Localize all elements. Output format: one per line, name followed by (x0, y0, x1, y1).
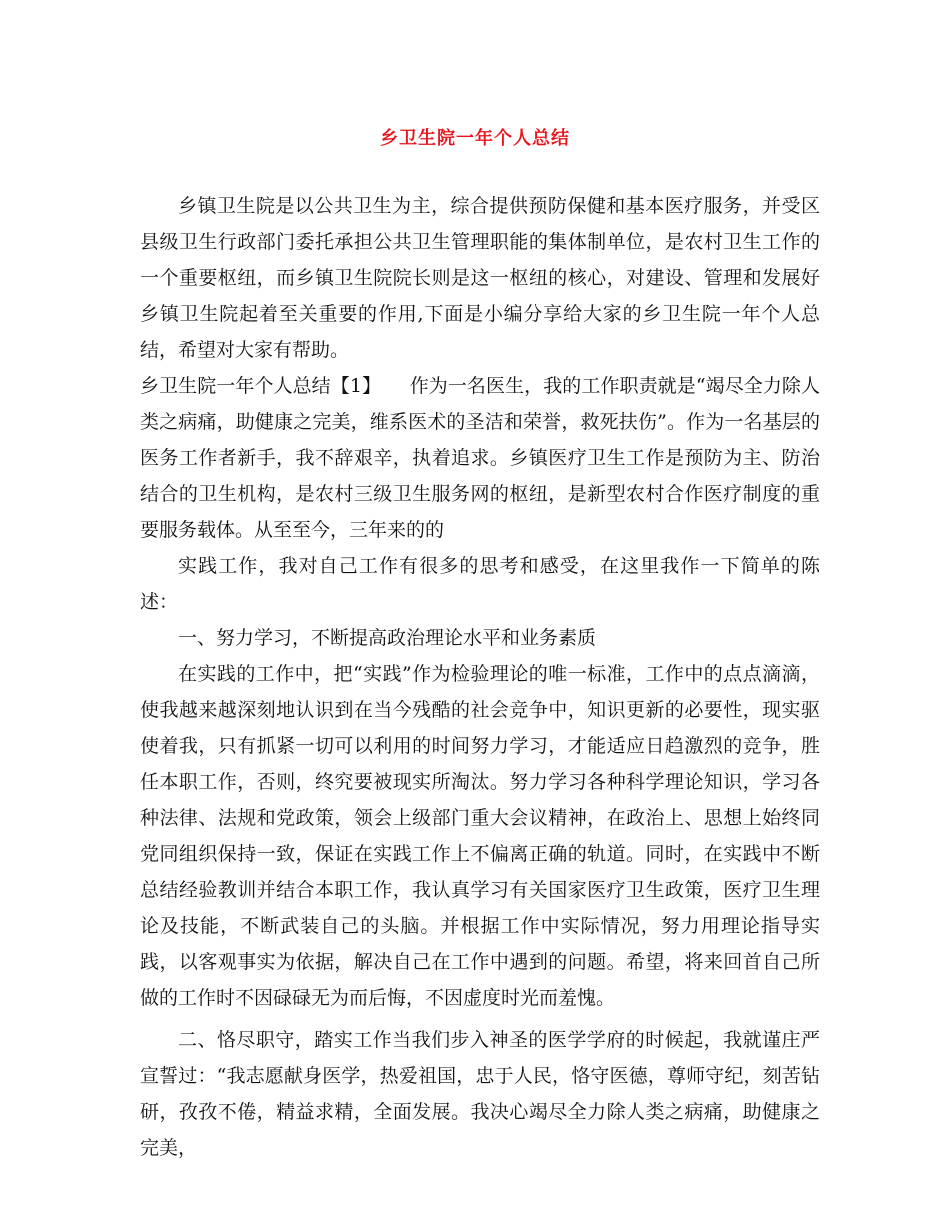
document-body (140, 188, 820, 1166)
paragraph-study: 在实践的工作中，把“实践”作为检验理论的唯一标准，工作中的点点滴滴，使我越来越深刻地认识到在当今残酷的社会竞争中，知识更新的必要性，现实驱使着我，只有抓紧一切可以利用的时间努力学习，才能适应日趋激烈的竞争，胜任本职工作，否则，终究要被现实所淘汰。努力学习各种科学理论知识，学习各种法律、法规和党政策，领会上级部门重大会议精神，在政治上、思想上始终同党同组织保持一致，保证在实践工作上不偏离正确的轨道。同时，在实践中不断总结经验教训并结合本职工作，我认真学习有关国家医疗卫生政策，医疗卫生理论及技能，不断武装自己的头脑。并根据工作中实际情况，努力用理论指导实践，以客观事实为依据，解决自己在工作中遇到的问题。希望，将来回首自己所做的工作时不因碌碌无为而后悔，不因虚度时光而羞愧。 (140, 663, 820, 1009)
section-heading-2: 二、恪尽职守，踏实工作当我们步入神圣的医学学府的时候起，我就谨庄严宣誓过：“我志愿献身医学，热爱祖国，忠于人民，恪守医德，尊师守纪，刻苦钻研，孜孜不倦，精益求精，全面发展。我决心竭尽全力除人类之病痛，助健康之完美， (140, 1029, 820, 1159)
paragraph-intro: 乡镇卫生院是以公共卫生为主，综合提供预防保健和基本医疗服务，并受区县级卫生行政部门委托承担公共卫生管理职能的集体制单位，是农村卫生工作的一个重要枢纽，而乡镇卫生院院长则是这一枢纽的核心，对建设、管理和发展好乡镇卫生院起着至关重要的作用,下面是小编分享给大家的乡卫生院一年个人总结，希望对大家有帮助。 (140, 195, 820, 361)
document-title: 乡卫生院一年个人总结 (380, 128, 570, 149)
paragraph-practice: 实践工作，我对自己工作有很多的思考和感受，在这里我作一下简单的陈述： (140, 555, 820, 613)
section-heading-1: 一、努力学习，不断提高政治理论水平和业务素质 (178, 627, 597, 649)
paragraph-summary-1: 乡卫生院一年个人总结【1】 作为一名医生，我的工作职责就是“竭尽全力除人类之病痛，助健康之完美，维系医术的圣洁和荣誉，救死扶伤”。作为一名基层的医务工作者新手，我不辞艰辛，执着追求。乡镇医疗卫生工作是预防为主、防治结合的卫生机构，是农村三级卫生服务网的枢纽，是新型农村合作医疗制度的重要服务载体。从至至今，三年来的的 (140, 375, 820, 541)
